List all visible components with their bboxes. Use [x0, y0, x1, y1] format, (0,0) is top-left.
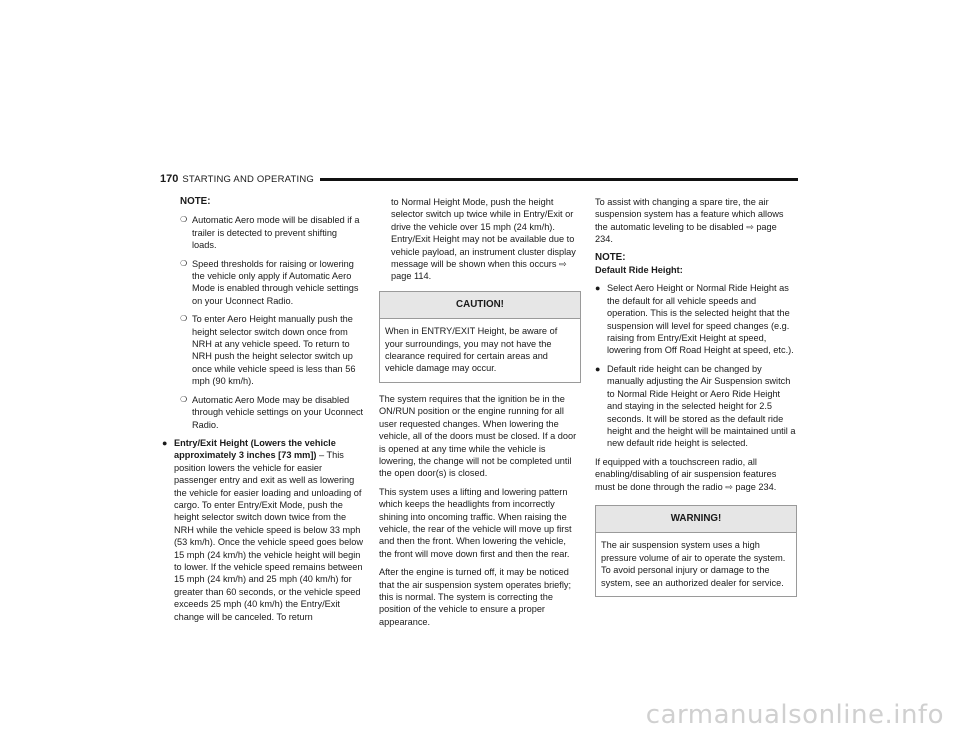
- list-item: ❍ To enter Aero Height manually push the height selector switch down once from NRH at any vehicle speed. To return to NRH push the height selector switch up once while vehicle speed is less than 56 mph (90 km/h).: [180, 314, 356, 387]
- circle-bullet-icon: ❍: [180, 215, 188, 225]
- default-ride-height-heading: Default Ride Height:: [595, 265, 683, 276]
- column-2: [379, 196, 581, 634]
- note-heading: NOTE:: [180, 196, 211, 207]
- page-ref-link[interactable]: page 234.: [735, 481, 777, 492]
- paragraph: If equipped with a touchscreen radio, all enabling/disabling of air suspension features must be done through the radio ⇨ page 234.: [595, 456, 777, 492]
- note-list: [162, 214, 364, 431]
- paragraph: After the engine is turned off, it may be noticed that the air suspension system operates briefly; this is normal. The system is correcting the position of the vehicle to ensure a proper appearance.: [379, 567, 572, 627]
- entry-exit-title: Entry/Exit Height (Lowers the vehicle approximately 3 inches [73 mm]): [174, 437, 336, 461]
- watermark: carmanualsonline.info: [645, 700, 944, 730]
- list-item: ❍ Speed thresholds for raising or lowering the vehicle only apply if Automatic Aero Mode is enabled through vehicle settings on your Uconnect Radio.: [180, 258, 359, 306]
- section-title: STARTING AND OPERATING: [182, 173, 314, 185]
- paragraph: The system requires that the ignition be in the ON/RUN position or the engine running for all user requested changes. When lowering the vehicle, all of the doors must be closed. If a door is opened at any time while the vehicle is lowering, the change will not be completed until the open door(s) is closed.: [379, 393, 577, 479]
- header-rule: [320, 178, 798, 181]
- warning-title: WARNING!: [596, 506, 796, 533]
- list-item: ● Default ride height can be changed by manually adjusting the Air Suspension switch to Normal Ride Height or Aero Ride Height and staying in the selected height for 2.5 seconds. It will be stored as the default ride height and the height will be maintained until a new default ride height is selected.: [595, 363, 796, 449]
- circle-bullet-icon: ❍: [180, 394, 188, 404]
- entry-exit-text: – This position lowers the vehicle for easier passenger entry and exit as well as lowering the vehicle for easier loading and unloading of cargo. To enter Entry/Exit Mode, push the height selector switch down twice from the NRH while the vehicle speed is below 33 mph (53 km/h). Once the vehicle speed goes below 15 mph (24 km/h) the vehicle height will begin to lower. If the vehicle speed remains between 15 mph (24 km/h) and 25 mph (40 km/h) for greater than 60 seconds, or the vehicle speed exceeds 25 mph (40 km/h) the Entry/Exit change will be canceled. To return: [174, 450, 363, 622]
- list-item: ● Select Aero Height or Normal Ride Height as the default for all vehicle speeds and operation. This is the selected height that the suspension will level for speed changes (e.g. raising from Entry/Exit Height at speed, lowering from Off Road Height at speed, etc.).: [595, 283, 794, 356]
- mode-list: [162, 437, 364, 623]
- page-number: 170: [160, 173, 179, 185]
- page-header: [160, 172, 798, 186]
- page-ref-arrow-icon: ⇨: [746, 221, 754, 232]
- warning-text: The air suspension system uses a high pressure volume of air to operate the system. To avoid personal injury or damage to the system, see an authorized dealer for service.: [601, 540, 786, 588]
- column-1: [162, 196, 364, 629]
- paragraph: To assist with changing a spare tire, the air suspension system has a feature which allows the automatic leveling to be disabled ⇨ page 234.: [595, 197, 784, 245]
- paragraph: This system uses a lifting and lowering pattern which keeps the headlights from incorrectly shining into oncoming traffic. When raising the vehicle, the rear of the vehicle will move up first and then the front. When lowering the vehicle, the front will move down first and then the rear.: [379, 486, 572, 559]
- caution-title: CAUTION!: [380, 292, 580, 319]
- column-3: [595, 196, 797, 607]
- list-item: ❍ Automatic Aero Mode may be disabled through vehicle settings on your Uconnect Radio.: [180, 394, 364, 430]
- bullet-icon: ●: [162, 437, 168, 448]
- default-ride-list: [595, 282, 797, 449]
- circle-bullet-icon: ❍: [180, 314, 188, 324]
- caution-text: When in ENTRY/EXIT Height, be aware of your surroundings, you may not have the clearance required for certain areas and vehicle damage may occur.: [385, 326, 558, 374]
- list-item: ❍ Automatic Aero mode will be disabled if a trailer is detected to prevent shifting loads.: [180, 215, 360, 251]
- bullet-icon: ●: [595, 283, 601, 294]
- note-heading: NOTE:: [595, 251, 626, 263]
- warning-box: [595, 505, 797, 597]
- list-item-entry-exit: [162, 437, 364, 623]
- continuation-paragraph: to Normal Height Mode, push the height selector switch up twice while in Entry/Exit or drive the vehicle over 15 mph (24 km/h). Entry/Exit Height may not be available due to vehicle payload, an instrument cluster display message will be shown when this occurs ⇨ page 114.: [391, 197, 576, 282]
- circle-bullet-icon: ❍: [180, 258, 188, 268]
- bullet-icon: ●: [595, 363, 601, 374]
- page-ref-link[interactable]: page 234.: [595, 221, 777, 245]
- page-ref-link[interactable]: page 114.: [391, 271, 432, 282]
- page-ref-arrow-icon: ⇨: [559, 259, 567, 270]
- page-ref-arrow-icon: ⇨: [725, 481, 733, 492]
- caution-box: [379, 291, 581, 383]
